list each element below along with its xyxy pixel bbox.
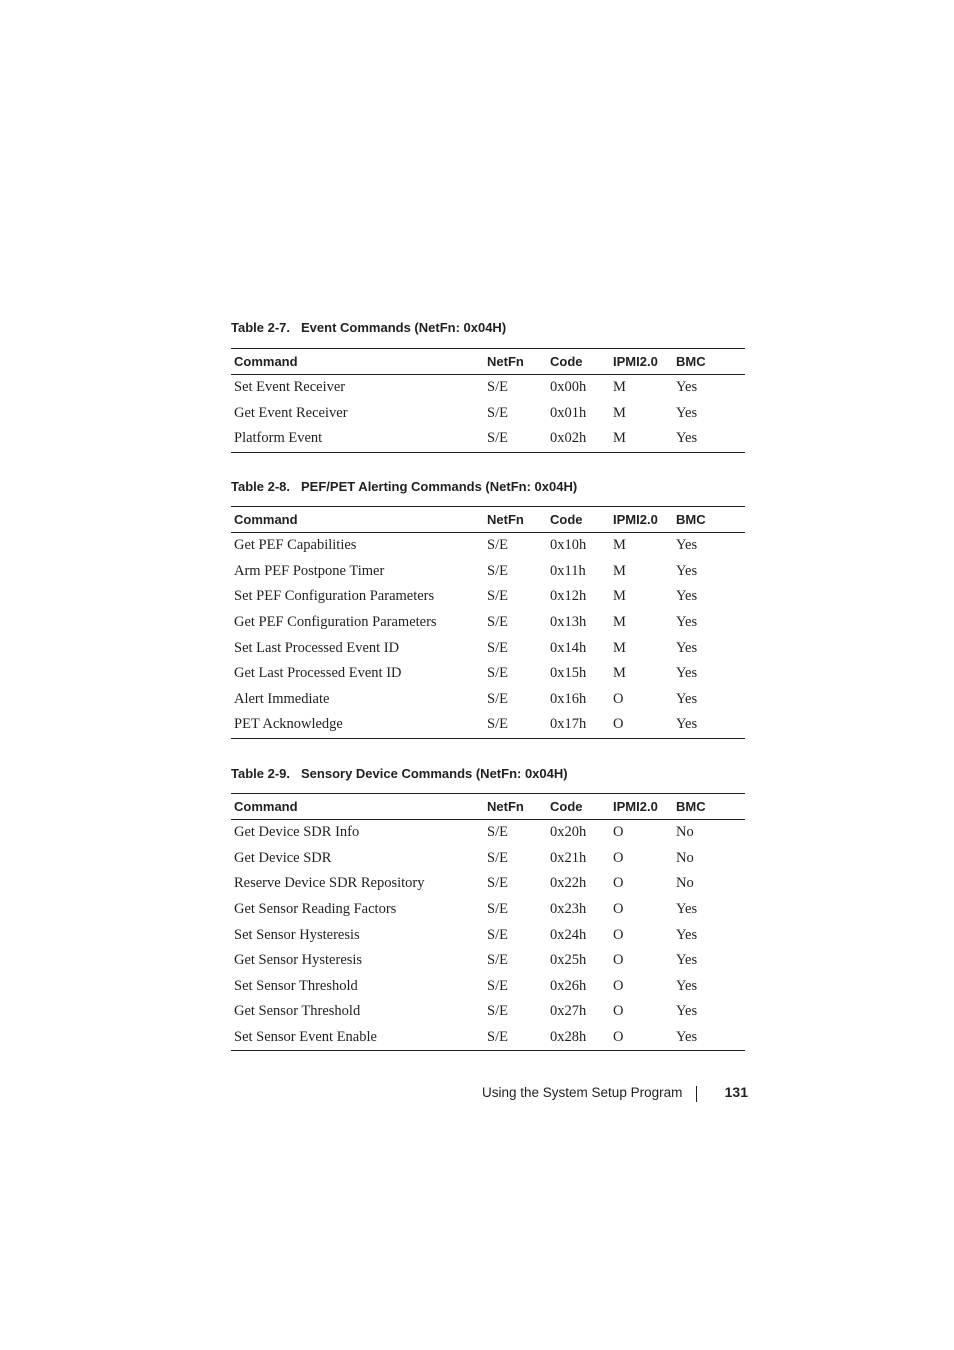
cell-bmc: No [676, 824, 694, 841]
event-commands-table [231, 348, 745, 453]
cell-bmc: Yes [676, 977, 698, 994]
cell-code: 0x10h [550, 537, 587, 554]
table-caption [231, 477, 745, 497]
cell-ipmi: M [613, 614, 626, 631]
cell-netfn: S/E [487, 926, 508, 943]
table-row [231, 610, 745, 636]
cell-command: Alert Immediate [234, 690, 330, 707]
table-row [231, 1025, 745, 1051]
cell-bmc: No [676, 849, 694, 866]
table-number: Table 2-8. [231, 479, 291, 494]
cell-netfn: S/E [487, 1003, 508, 1020]
cell-netfn: S/E [487, 690, 508, 707]
cell-command: Arm PEF Postpone Timer [234, 562, 385, 579]
cell-netfn: S/E [487, 379, 508, 396]
table-caption [231, 318, 745, 338]
cell-ipmi: O [613, 849, 624, 866]
cell-command: Set Sensor Event Enable [231, 1025, 484, 1051]
cell-bmc: Yes [676, 562, 698, 579]
cell-code: 0x24h [550, 926, 587, 943]
cell-ipmi: O [610, 1025, 673, 1051]
table-number: Table 2-7. [231, 320, 291, 335]
cell-bmc: Yes [676, 952, 698, 969]
table-row [231, 999, 745, 1025]
sensory-device-table-block [231, 764, 745, 1051]
table-title: PEF/PET Alerting Commands (NetFn: 0x04H) [301, 479, 578, 494]
table-row [231, 635, 745, 661]
cell-bmc: Yes [676, 537, 698, 554]
cell-command: Platform Event [231, 426, 484, 452]
cell-bmc: Yes [676, 926, 698, 943]
header-command: Command [231, 507, 484, 533]
header-bmc: BMC [673, 794, 745, 820]
cell-code: 0x01h [550, 404, 587, 421]
table-header-row [231, 794, 745, 820]
table-title: Sensory Device Commands (NetFn: 0x04H) [301, 766, 568, 781]
cell-code: 0x13h [550, 614, 587, 631]
cell-netfn: S/E [484, 1025, 547, 1051]
cell-netfn: S/E [487, 849, 508, 866]
cell-command: Set PEF Configuration Parameters [234, 588, 435, 605]
header-ipmi: IPMI2.0 [610, 507, 673, 533]
cell-netfn: S/E [487, 901, 508, 918]
cell-ipmi: M [613, 537, 626, 554]
pef-pet-alerting-table-block [231, 477, 745, 739]
sensory-device-table [231, 793, 745, 1051]
cell-code: 0x22h [550, 875, 587, 892]
cell-bmc: Yes [676, 588, 698, 605]
table-row [231, 846, 745, 872]
cell-ipmi: O [613, 977, 624, 994]
cell-command: Get Last Processed Event ID [234, 665, 402, 682]
cell-code: 0x14h [550, 639, 587, 656]
cell-command: Get Sensor Threshold [234, 1003, 361, 1020]
cell-bmc: Yes [676, 1003, 698, 1020]
footer-title: Using the System Setup Program [482, 1085, 683, 1100]
cell-bmc: Yes [676, 690, 698, 707]
table-row [231, 375, 745, 401]
cell-code: 0x25h [550, 952, 587, 969]
cell-netfn: S/E [484, 426, 547, 452]
cell-ipmi: O [613, 875, 624, 892]
cell-code: 0x11h [550, 562, 586, 579]
table-header-row [231, 507, 745, 533]
cell-ipmi: O [610, 712, 673, 738]
header-code: Code [547, 507, 610, 533]
table-header-row [231, 349, 745, 375]
cell-command: Get Device SDR Info [234, 824, 360, 841]
cell-code: 0x12h [550, 588, 587, 605]
cell-netfn: S/E [487, 614, 508, 631]
cell-command: Get Sensor Hysteresis [234, 952, 363, 969]
cell-command: Get Event Receiver [234, 404, 348, 421]
table-row [231, 871, 745, 897]
cell-code: 0x20h [550, 824, 587, 841]
cell-netfn: S/E [487, 875, 508, 892]
cell-ipmi: M [610, 426, 673, 452]
cell-netfn: S/E [487, 588, 508, 605]
table-row [231, 584, 745, 610]
cell-code: 0x17h [547, 712, 610, 738]
cell-command: Set Event Receiver [234, 379, 346, 396]
cell-netfn: S/E [487, 824, 508, 841]
header-ipmi: IPMI2.0 [610, 794, 673, 820]
table-row [231, 687, 745, 713]
header-bmc: BMC [673, 507, 745, 533]
cell-netfn: S/E [487, 639, 508, 656]
cell-command: Set Sensor Threshold [234, 977, 358, 994]
cell-netfn: S/E [487, 404, 508, 421]
cell-ipmi: M [613, 588, 626, 605]
cell-command: Get Device SDR [234, 849, 332, 866]
cell-ipmi: O [613, 690, 624, 707]
pef-pet-alerting-table [231, 506, 745, 739]
cell-bmc: No [676, 875, 694, 892]
cell-netfn: S/E [487, 562, 508, 579]
cell-code: 0x02h [547, 426, 610, 452]
table-row [231, 661, 745, 687]
cell-bmc: Yes [676, 665, 698, 682]
cell-code: 0x28h [547, 1025, 610, 1051]
cell-ipmi: O [613, 824, 624, 841]
cell-command: Get Sensor Reading Factors [234, 901, 397, 918]
cell-ipmi: O [613, 952, 624, 969]
header-command: Command [231, 794, 484, 820]
cell-bmc: Yes [676, 614, 698, 631]
page-number: 131 [724, 1084, 748, 1100]
cell-code: 0x00h [550, 379, 587, 396]
table-row [231, 820, 745, 846]
header-bmc: BMC [673, 349, 745, 375]
table-title: Event Commands (NetFn: 0x04H) [301, 320, 507, 335]
cell-bmc: Yes [673, 712, 745, 738]
header-command: Command [231, 349, 484, 375]
cell-ipmi: O [613, 1003, 624, 1020]
cell-code: 0x27h [550, 1003, 587, 1020]
cell-ipmi: O [613, 926, 624, 943]
cell-ipmi: M [613, 665, 626, 682]
cell-code: 0x23h [550, 901, 587, 918]
table-row [231, 401, 745, 427]
cell-bmc: Yes [676, 404, 698, 421]
cell-netfn: S/E [484, 712, 547, 738]
cell-netfn: S/E [487, 952, 508, 969]
cell-netfn: S/E [487, 537, 508, 554]
cell-code: 0x21h [550, 849, 587, 866]
header-ipmi: IPMI2.0 [610, 349, 673, 375]
table-row [231, 426, 745, 452]
cell-bmc: Yes [676, 901, 698, 918]
cell-bmc: Yes [676, 639, 698, 656]
header-netfn: NetFn [484, 349, 547, 375]
cell-bmc: Yes [673, 1025, 745, 1051]
event-commands-table-block [231, 318, 745, 453]
page-footer [482, 1082, 748, 1104]
cell-command: PET Acknowledge [231, 712, 484, 738]
cell-ipmi: M [613, 562, 626, 579]
cell-command: Get PEF Capabilities [234, 537, 357, 554]
cell-command: Reserve Device SDR Repository [234, 875, 425, 892]
cell-ipmi: M [613, 379, 626, 396]
cell-code: 0x16h [550, 690, 587, 707]
footer-separator [696, 1086, 697, 1102]
header-code: Code [547, 794, 610, 820]
table-caption [231, 764, 745, 784]
table-number: Table 2-9. [231, 766, 291, 781]
table-row [231, 712, 745, 738]
cell-command: Set Last Processed Event ID [234, 639, 400, 656]
cell-code: 0x15h [550, 665, 587, 682]
cell-command: Get PEF Configuration Parameters [234, 614, 437, 631]
header-code: Code [547, 349, 610, 375]
table-row [231, 974, 745, 1000]
header-netfn: NetFn [484, 507, 547, 533]
cell-bmc: Yes [676, 379, 698, 396]
cell-ipmi: M [613, 404, 626, 421]
table-row [231, 897, 745, 923]
cell-ipmi: M [613, 639, 626, 656]
table-row [231, 533, 745, 559]
cell-command: Set Sensor Hysteresis [234, 926, 360, 943]
table-row [231, 948, 745, 974]
cell-netfn: S/E [487, 665, 508, 682]
table-row [231, 922, 745, 948]
cell-ipmi: O [613, 901, 624, 918]
cell-bmc: Yes [673, 426, 745, 452]
table-row [231, 559, 745, 585]
cell-code: 0x26h [550, 977, 587, 994]
cell-netfn: S/E [487, 977, 508, 994]
header-netfn: NetFn [484, 794, 547, 820]
